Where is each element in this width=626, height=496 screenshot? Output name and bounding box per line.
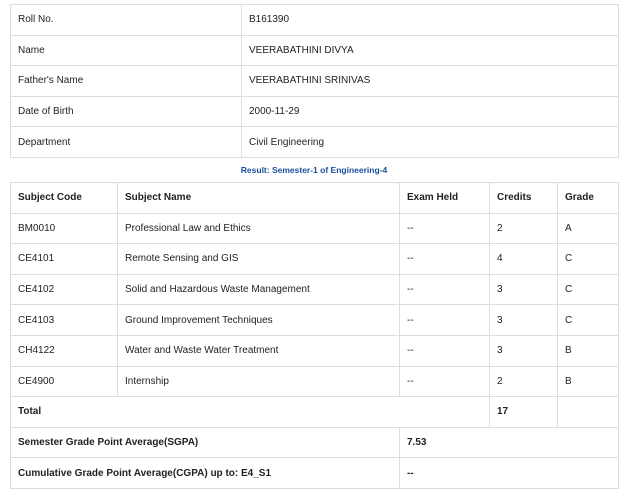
total-label: Total (11, 397, 490, 428)
credits: 2 (490, 366, 558, 397)
department-value: Civil Engineering (242, 127, 619, 158)
grades-header-row (11, 183, 619, 214)
grade: B (558, 366, 619, 397)
dob-label: Date of Birth (11, 96, 242, 127)
student-row-dob (11, 96, 619, 127)
student-row-roll-no (11, 5, 619, 36)
subject-name: Professional Law and Ethics (118, 213, 400, 244)
result-heading: Result: Semester-1 of Engineering-4 (240, 165, 388, 175)
subject-name: Remote Sensing and GIS (118, 244, 400, 275)
header-grade: Grade (558, 183, 619, 214)
grade: B (558, 335, 619, 366)
credits: 2 (490, 213, 558, 244)
table-row (11, 213, 619, 244)
department-label: Department (11, 127, 242, 158)
name-value: VEERABATHINI DIVYA (242, 35, 619, 66)
credits: 4 (490, 244, 558, 275)
subject-code: BM0010 (11, 213, 118, 244)
exam-held: -- (400, 274, 490, 305)
grade: C (558, 305, 619, 336)
exam-held: -- (400, 335, 490, 366)
student-info-table (10, 4, 619, 158)
table-row (11, 366, 619, 397)
header-subject-code: Subject Code (11, 183, 118, 214)
credits: 3 (490, 335, 558, 366)
header-credits: Credits (490, 183, 558, 214)
grade: C (558, 274, 619, 305)
subject-code: CE4900 (11, 366, 118, 397)
roll-no-label: Roll No. (11, 5, 242, 36)
sgpa-value: 7.53 (400, 427, 619, 458)
grades-table (10, 182, 619, 489)
total-row (11, 397, 619, 428)
subject-code: CE4103 (11, 305, 118, 336)
table-row (11, 305, 619, 336)
sgpa-label: Semester Grade Point Average(SGPA) (11, 427, 400, 458)
grade: C (558, 244, 619, 275)
header-exam-held: Exam Held (400, 183, 490, 214)
fathers-name-label: Father's Name (11, 66, 242, 97)
subject-code: CE4101 (11, 244, 118, 275)
subject-name: Solid and Hazardous Waste Management (118, 274, 400, 305)
table-row (11, 274, 619, 305)
grade: A (558, 213, 619, 244)
total-grade-empty (558, 397, 619, 428)
exam-held: -- (400, 213, 490, 244)
credits: 3 (490, 274, 558, 305)
credits: 3 (490, 305, 558, 336)
table-row (11, 244, 619, 275)
roll-no-value: B161390 (242, 5, 619, 36)
student-row-name (11, 35, 619, 66)
subject-code: CH4122 (11, 335, 118, 366)
exam-held: -- (400, 244, 490, 275)
cgpa-row (11, 458, 619, 489)
dob-value: 2000-11-29 (242, 96, 619, 127)
header-subject-name: Subject Name (118, 183, 400, 214)
exam-held: -- (400, 305, 490, 336)
student-row-fathers-name (11, 66, 619, 97)
sgpa-row (11, 427, 619, 458)
student-row-department (11, 127, 619, 158)
subject-code: CE4102 (11, 274, 118, 305)
cgpa-value: -- (400, 458, 619, 489)
subject-name: Internship (118, 366, 400, 397)
total-credits: 17 (490, 397, 558, 428)
table-row (11, 335, 619, 366)
exam-held: -- (400, 366, 490, 397)
name-label: Name (11, 35, 242, 66)
fathers-name-value: VEERABATHINI SRINIVAS (242, 66, 619, 97)
subject-name: Ground Improvement Techniques (118, 305, 400, 336)
cgpa-label: Cumulative Grade Point Average(CGPA) up to: E4_S1 (11, 458, 400, 489)
subject-name: Water and Waste Water Treatment (118, 335, 400, 366)
